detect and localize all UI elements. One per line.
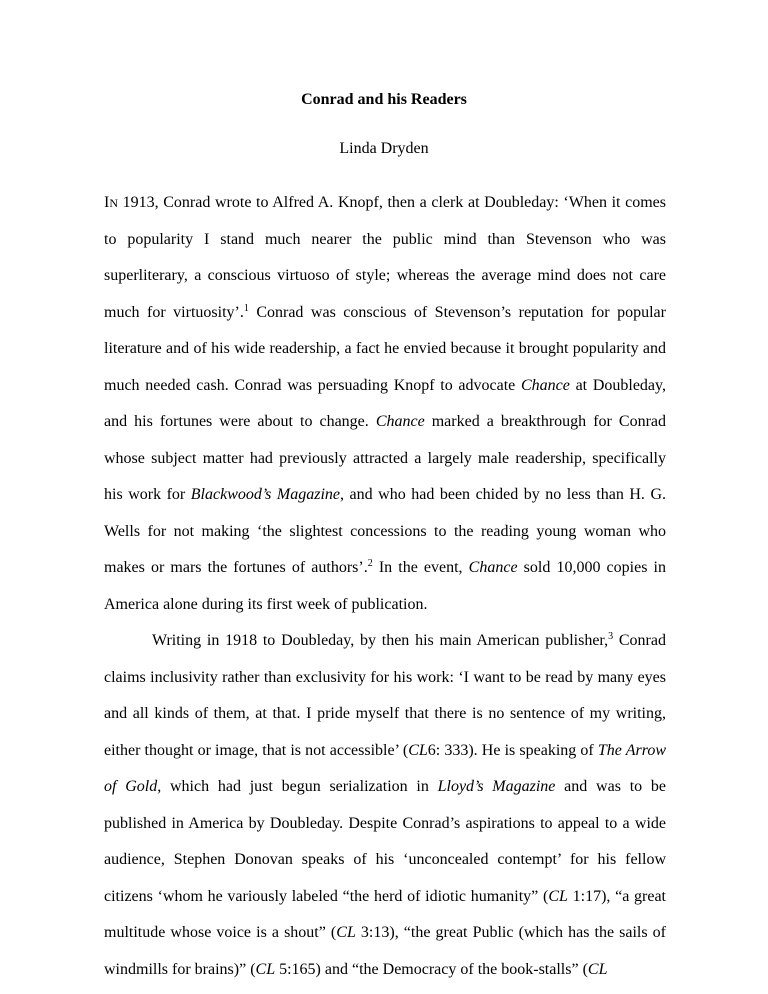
text-run: 1:17), “a great multitude whose voice is a shout” ( [104,887,666,941]
text-run: 5:165) and “the Democracy of the book-stalls” ( [275,960,588,978]
text-run: Conrad claims inclusivity rather than exclusivity for his work: ‘I want to be read by many eyes and all kinds of them, at that. I pride myself that there is no sentence of my writing, either thought or image, that is not accessible’ ( [104,632,666,759]
magazine-title-lloyds: Lloyd’s Magazine [437,778,556,795]
text-run: marked a breakthrough for Conrad whose subject matter had previously attracted a largely male readership, specifically his work for [104,413,667,503]
text-run: at Doubleday, and his fortunes were about to change. [104,376,666,430]
book-title-chance: Chance [375,413,425,430]
text-run: Writing in 1918 to Doubleday, by then his main American publisher, [152,632,609,649]
paragraph-2 [104,623,666,988]
text-run: and was to be published in America by Doubleday. Despite Conrad’s aspirations to appeal to a wide audience, Stephen Donovan speaks of his ‘unconcealed contempt’ for his fellow citizens ‘whom he variously labeled “the herd of idiotic humanity” ( [104,778,667,905]
article-author: Linda Dryden [339,140,429,157]
dropcap-small-caps: N [109,196,118,210]
footnote-ref-2[interactable]: 2 [367,558,373,569]
book-title-chance: Chance [468,559,518,576]
text-run: , and who had been chided by no less than H. G. Wells for not making ‘the slightest concessions to the reading young woman who makes or mars the fortunes of authors’. [104,486,667,576]
text-run: 6: 333). He is speaking of [427,741,598,759]
article-title: Conrad and his Readers [301,91,467,108]
book-title-chance: Chance [521,376,570,394]
text-run: In the event, [372,559,469,576]
footnote-ref-3[interactable]: 3 [608,631,614,642]
citation-cl: CL [336,924,356,941]
citation-cl: CL [548,887,568,905]
text-run: 3:13), “the great Public (which has the sails of windmills for brains)” ( [104,924,666,978]
book-title-arrow-of-gold: The Arrow of Gold [104,741,667,795]
text-run: sold 10,000 copies in America alone during its first week of publication. [104,559,666,613]
citation-cl: CL [255,960,276,978]
magazine-title-blackwoods: Blackwood’s Magazine [190,486,340,503]
citation-cl: CL [408,741,428,759]
text-run: , which had just begun serialization in [157,778,438,795]
paragraph-1 [104,185,666,623]
footnote-ref-1[interactable]: 1 [243,302,249,314]
text-run: Conrad was conscious of Stevenson’s reputation for popular literature and of his wide readership, a fact he envied because it brought popularity and much needed cash. Conrad was persuading Knopf to advocate [104,303,666,394]
citation-cl: CL [587,960,608,978]
dropcap-first-letter: I [104,194,110,211]
text-run: 1913, Conrad wrote to Alfred A. Knopf, then a clerk at Doubleday: ‘When it comes to popularity I stand much nearer the public mind than Stevenson who was superliterary, a conscious virtuoso of style; whereas the average mind does not care much for virtuosity’. [104,194,666,321]
article-body [104,185,666,988]
